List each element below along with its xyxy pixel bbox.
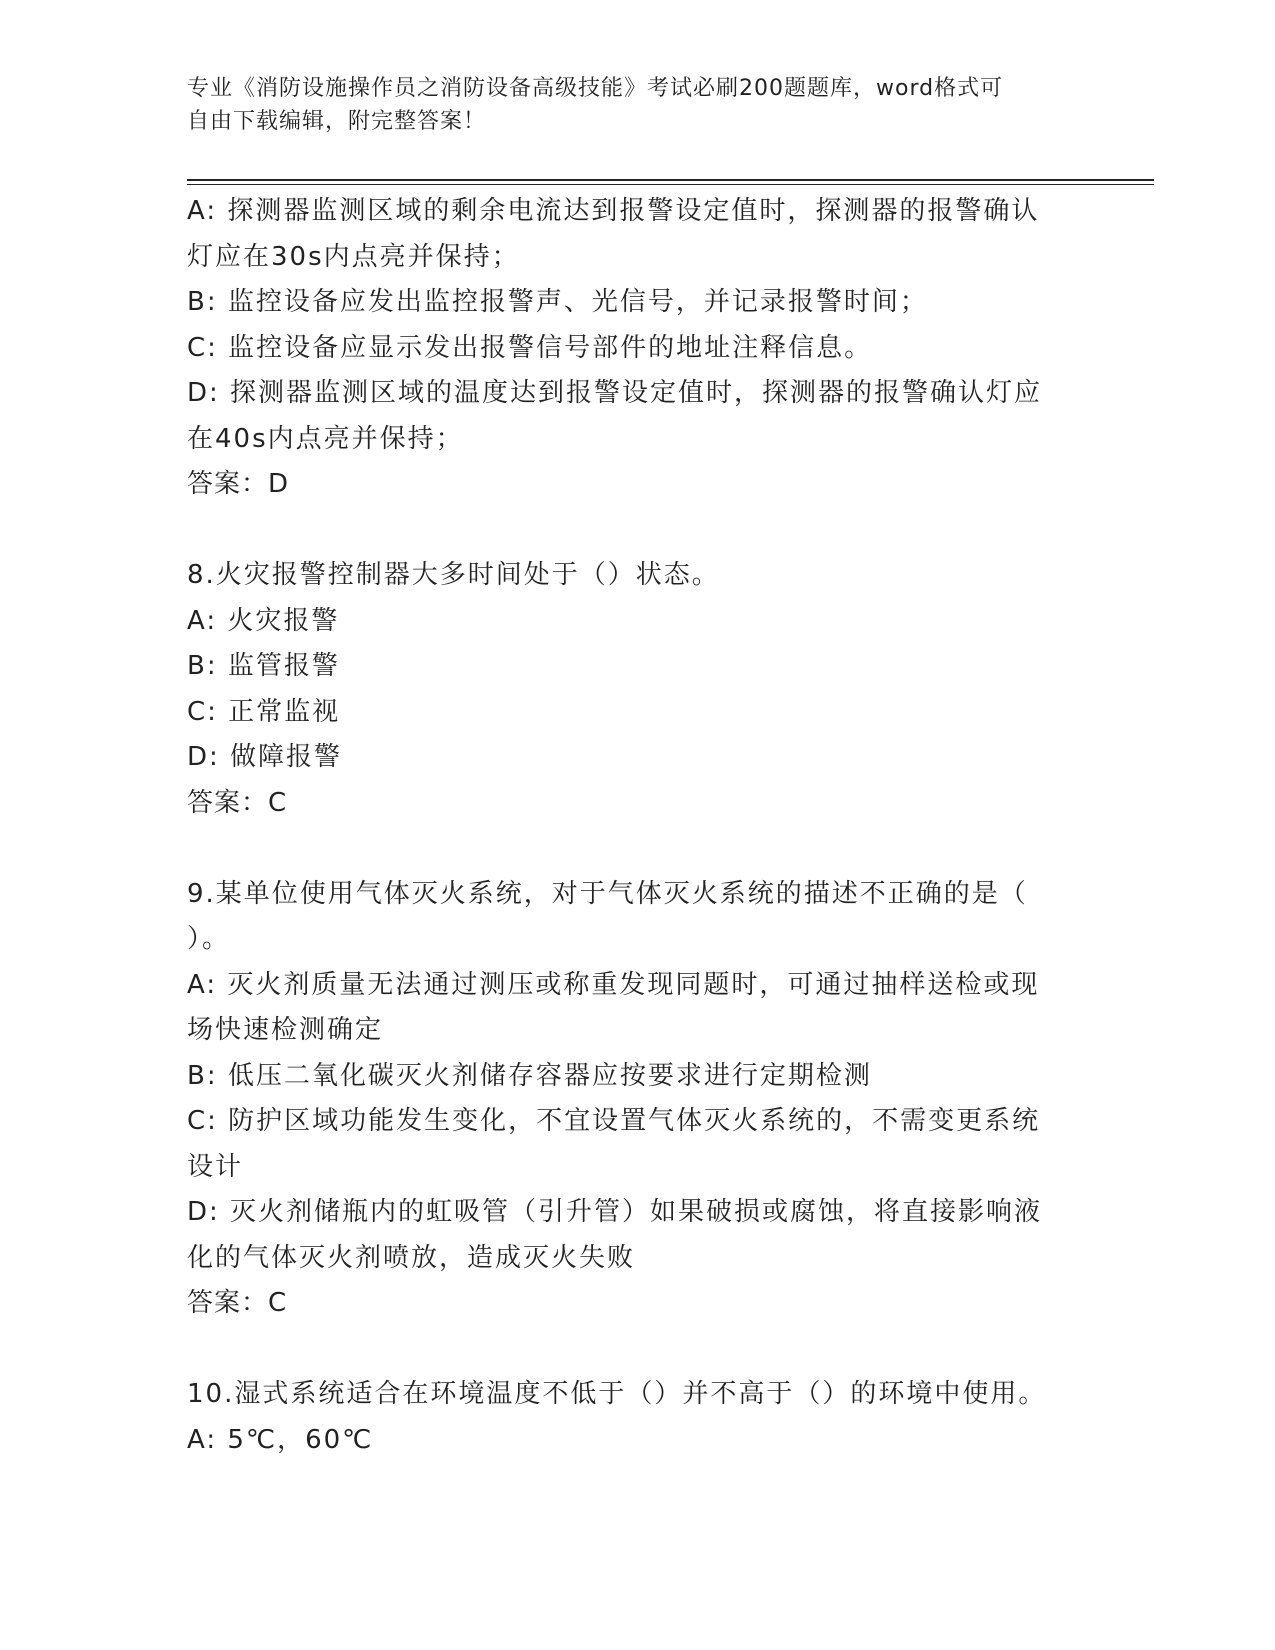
question-content [187, 189, 1077, 1463]
question-10 [187, 1372, 1077, 1463]
spacer [187, 508, 1077, 554]
question-stem-line-2: ）。 [187, 924, 231, 954]
option-d-line-2: 在40s内点亮并保持； [187, 423, 464, 454]
option-c: C: 监控设备应显示发出报警信号部件的地址注释信息。 [187, 332, 873, 363]
header-line-1: 专业《消防设施操作员之消防设备高级技能》考试必刷200题题库，word格式可 [187, 76, 1004, 101]
header-divider-thick [187, 179, 1154, 181]
option-b: B: 监管报警 [187, 651, 340, 681]
answer: 答案：C [187, 787, 288, 818]
option-c-line-2: 设计 [187, 1151, 244, 1182]
option-a-line-1: A: 探测器监测区域的剩余电流达到报警设定值时，探测器的报警确认 [187, 196, 1040, 226]
question-stem: 10.湿式系统适合在环境温度不低于（）并不高于（）的环境中使用。 [187, 1379, 1047, 1409]
question-7-continued [187, 189, 1077, 508]
option-b: B: 低压二氧化碳灭火剂储存容器应按要求进行定期检测 [187, 1060, 872, 1091]
answer: 答案：D [187, 469, 290, 499]
option-d-line-1: D: 探测器监测区域的温度达到报警设定值时，探测器的报警确认灯应 [187, 378, 1043, 408]
option-d: D: 做障报警 [187, 742, 343, 772]
option-a-line-1: A: 灭火剂质量无法通过测压或称重发现同题时，可通过抽样送检或现 [187, 969, 1040, 1000]
document-header [187, 72, 1087, 138]
option-a-line-2: 灯应在30s内点亮并保持； [187, 241, 520, 272]
option-b: B: 监控设备应发出监控报警声、光信号，并记录报警时间； [187, 287, 928, 317]
option-d-line-2: 化的气体灭火剂喷放，造成灭火失败 [187, 1242, 636, 1273]
option-a: A: 5℃，60℃ [187, 1424, 374, 1455]
spacer [187, 826, 1077, 872]
question-stem: 8.火灾报警控制器大多时间处于（）状态。 [187, 560, 720, 590]
option-a: A: 火灾报警 [187, 605, 340, 636]
question-9 [187, 872, 1077, 1327]
spacer [187, 1327, 1077, 1373]
option-c: C: 正常监视 [187, 696, 341, 727]
header-line-2: 自由下载编辑，附完整答案！ [187, 109, 487, 134]
option-d-line-1: D: 灭火剂储瓶内的虹吸管（引升管）如果破损或腐蚀，将直接影响液 [187, 1197, 1043, 1227]
option-c-line-1: C: 防护区域功能发生变化，不宜设置气体灭火系统的，不需变更系统 [187, 1106, 1041, 1136]
question-8 [187, 553, 1077, 826]
header-divider-thin [187, 184, 1154, 185]
option-a-line-2: 场快速检测确定 [187, 1015, 384, 1045]
answer: 答案：C [187, 1288, 288, 1318]
question-stem-line-1: 9.某单位使用气体灭火系统，对于气体灭火系统的描述不正确的是（ [187, 878, 1028, 909]
